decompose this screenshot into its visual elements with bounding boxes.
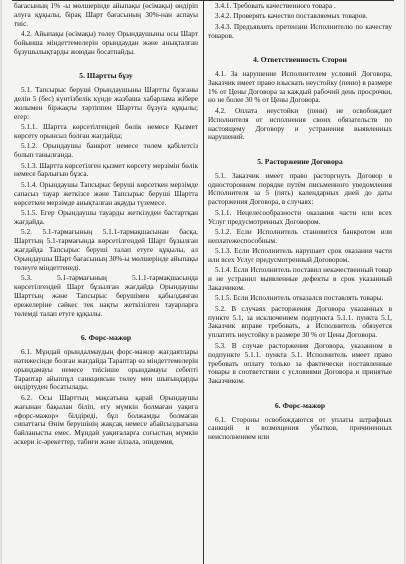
kz-paragraph-5-1-2: 5.1.2. Орындаушы банкрот немесе төлем қабілетсіз болып танылғанда. [14,142,198,160]
kz-paragraph-5-3: 5.3. 5.1-тармағының 5.1.1-тармақшасында көрсетілгендей Шарт бұзылған жағдайда Орындаушы Шарттың және Тапсырыс берушімен қабылданған ережелеріне сәйкес тек нақты жеткізілген тауарларға төлемді талап етуге құқылы. [14,273,198,318]
ru-paragraph-5-1-4: 5.1.4. Если Исполнитель поставил некачественный товар и не устранил выявленные дефекты в срок указанный Заказчиком. [208,266,392,293]
ru-paragraph-5-1: 5.1. Заказчик имеет право расторгнуть Договор в одностороннем порядке путём письменного уведомления Исполнителя за 5 (пять) календарных дней до даты расторжения Договора, в случаях: [208,171,392,207]
ru-paragraph-5-2: 5.2. В случаях расторжения Договора указанных в пункте 5.1, за исключением подпункта 5.1.1. пункта 5.1, Заказчик вправе требовать, а Исполнитель обязуется уплатить неустойку в размере 30 % от Цены Договора. [208,304,392,340]
contract-page [2,0,404,564]
kz-paragraph-6-2: 6.2. Осы Шарттың мақсатына қарай Орындаушы жағынан бақылан біліп, егу мүмкін болмаған уақига «форс-мажор» білдіреді, бұл болжамды болмаған сипаттағы Өнім берушінің жақсақ немесе абайсыздығына байланысты емес. Мұндай уақиғаларға соғыстың мүмкін әскери іс-әрекеттер, табиғи және зілзала, эпидемия, [14,393,198,447]
kz-paragraph-5-1-4: 5.1.4. Орындаушы Тапсырыс беруші көрсеткен мерзімде сапасыз тауар жеткізсе және Тапсырыс беруші Шартта көрсеткен мерзімде анықталған ақауды түземесе. [14,180,198,207]
kz-paragraph-5-1-3: 5.1.3. Шартта көрсетілген қызмет көрсету мерзімін бөлік немесе барлығын бұзса. [14,161,198,179]
kz-paragraph-5-1: 5.1. Тапсырыс беруші Орындаушыны Шартты бұзғаны делін 5 (бес) күнтізбелік күнде жазбаша хабарлама жібере жолымен біржақты тәртіппен Шартты бұзуға құқылы; егер: [14,86,198,121]
ru-paragraph-4-2: 4.2. Оплата неустойки (пени) не освобождает Исполнителя от исполнения своих обязательств по настоящему Договору и устранения выявленных нарушений. [208,106,392,142]
kz-paragraph-4-2: 4.2. Айыпақы (өсімақы) төлеу Орындаушыны осы Шарт бойынша міндеттемелерін орындаудан және анықталған бұзушылықтарды жоюдан босатпайды. [14,30,198,56]
kz-section-5-title: 5. Шартты бұзу [79,71,133,81]
ru-paragraph-6-1: 6.1. Стороны освобождаются от уплаты штрафных санкций и возмещения убытков, причиненных неисполнением или [208,415,392,442]
ru-section-6-title: 6. Форс-мажор [274,400,326,410]
russian-column [208,2,392,562]
kz-paragraph-5-1-5: 5.1.5. Егер Орындаушы тауарды жеткізуден бастартқан жағдайда. [14,208,198,226]
column-divider [203,0,204,564]
kz-paragraph-5-1-1: 5.1.1. Шартта көрсетілгендей бөлік немесе Қызмет көрсету орынсыз болған жағдайда; [14,123,198,141]
ru-section-4-title: 4. Ответственность Сторон [253,54,347,64]
ru-paragraph-3-4-2: 3.4.2. Проверять качество поставляемых товаров. [215,12,368,21]
ru-paragraph-5-1-1: 5.1.1. Нецелесообразности оказания части или всех Услуг предусмотренных Договором. [208,208,392,226]
kz-paragraph-5-2: 5.2. 5.1-тармағының 5.1.1-тармақшасынан басқа, Шарттың 5.1-тармағында көрсетілгендей Шарт бұзылған жағдайда Тапсырыс беруші талап етуге құқылы, ал Орындаушы Шарт бағасының 30%-ы мөлшерінде айыпақы төлеуге міндеттенеді. [14,228,198,272]
kz-paragraph-4-1-tail: бағасының 1% -ы мөлшерінде айыпақы (өсімақы) өндіріп алуға құқылы, бірақ Шарт бағасының 30%-нан аспауы тиіс. [14,2,198,28]
ru-paragraph-5-1-5: 5.1.5. Если Исполнитель отказался поставлять товары. [215,294,384,303]
ru-paragraph-5-3: 5.3. В случае расторжения Договора, указанном в подпункте 5.1.1. пункта 5.1. Исполнитель имеет право требовать оплату только за фактически поставленные товары в соответствии с условиями Договора и принятые Заказчиком. [208,341,392,386]
ru-paragraph-5-1-3: 5.1.3. Если Исполнитель нарушает срок оказания части или всех Услуг предусмотренный Договором. [208,247,392,264]
kz-paragraph-6-1: 6.1. Мұндай орындалмаудың форс-мажор жағдаятлары нәтижесінде болған жағдайда Тараптар өз міндеттемелерін орындамауы немесе тиісінше орындамауы себепті Тараптар айыппұл санкциясын төлеу мен шығындарды өндіртуден босатылады. [14,347,198,392]
ru-section-5-title: 5. Расторжение Договора [257,156,343,166]
ru-paragraph-4-1: 4.1. За нарушение Исполнителем условий Договора, Заказчик имеет право взыскать неустойку (пеню) в размере 1% от Цены Договора за каждый рабочий день просрочки, но не более 30 % от Цены Договора. [208,69,392,105]
kz-section-6-title: 6. Форс-мажор [80,332,132,342]
ru-paragraph-3-4-1: 3.4.1. Требовать качественного товара . [215,2,336,10]
ru-paragraph-3-4-3: 3.4.3. Предъявлять претензии Исполнителю по качеству товаров. [208,22,392,40]
ru-paragraph-5-1-2: 5.1.2. Если Исполнитель становится банкротом или неплатежеспособным. [208,227,392,245]
kazakh-column [14,2,198,562]
